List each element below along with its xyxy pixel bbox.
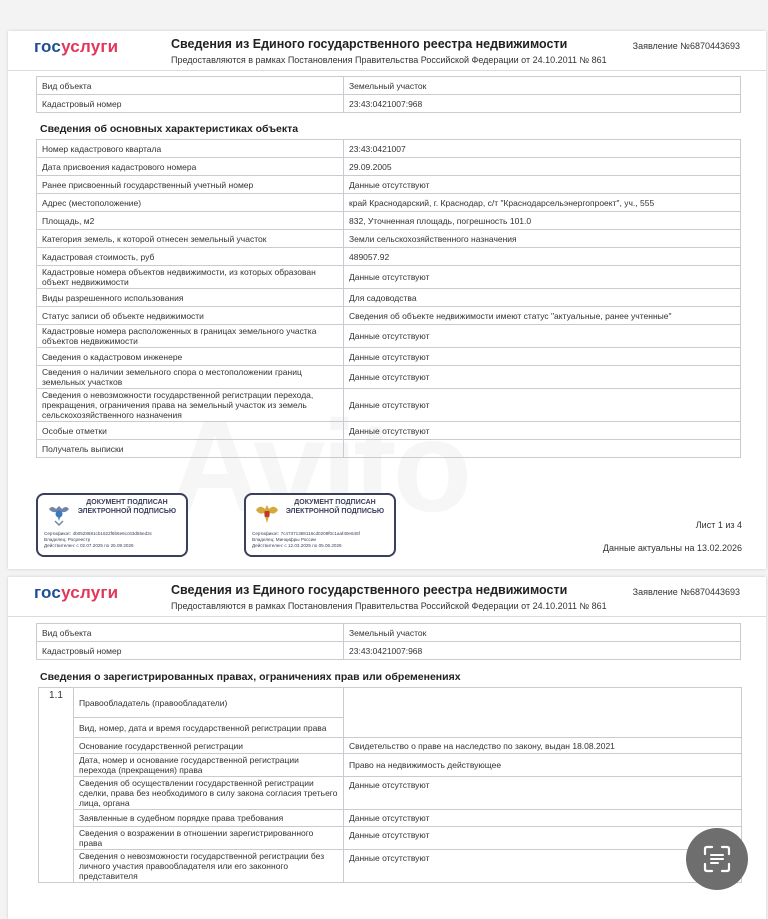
page-header: [8, 31, 766, 71]
table-row: Категория земель, к которой отнесен земельный участок Земли сельскохозяйственного назначения: [37, 230, 741, 248]
document-subtitle: Предоставляются в рамках Постановления Правительства Российской Федерации от 24.10.2011 № 861: [171, 55, 607, 65]
section-title: Сведения об основных характеристиках объекта: [40, 123, 299, 135]
table-row: Сведения о возражении в отношении зарегистрированного права Данные отсутствуют: [39, 827, 742, 850]
table-row: Кадастровые номера расположенных в границах земельного участка объектов недвижимости Данные отсутствуют: [37, 325, 741, 348]
application-number: Заявление №6870443693: [632, 587, 740, 597]
table-row: Кадастровый номер 23:43:0421007:968: [37, 95, 741, 113]
document-page-2: [8, 577, 766, 919]
table-row: Статус записи об объекте недвижимости Сведения об объекте недвижимости имеют статус "актуальные, ранее учтенные": [37, 307, 741, 325]
table-row: Ранее присвоенный государственный учетный номер Данные отсутствуют: [37, 176, 741, 194]
table-row: Адрес (местоположение) край Краснодарский, г. Краснодар, с/т "Краснодарсельэнергопроект", уч., 555: [37, 194, 741, 212]
document-subtitle: Предоставляются в рамках Постановления Правительства Российской Федерации от 24.10.2011 № 861: [171, 601, 607, 611]
table-row: Кадастровые номера объектов недвижимости, из которых образован объект недвижимости Данные отсутствуют: [37, 266, 741, 289]
document-title: Сведения из Единого государственного реестра недвижимости: [171, 37, 568, 51]
table-row: Сведения о невозможности государственной регистрации без личного участия правообладателя или его законного представителя Данные отсутствуют: [39, 850, 742, 883]
data-actual-date: Данные актуальны на 13.02.2026: [602, 543, 742, 553]
table-row: Вид, номер, дата и время государственной регистрации права: [39, 718, 742, 738]
application-number: Заявление №6870443693: [632, 41, 740, 51]
table-row: Кадастровый номер 23:43:0421007:968: [37, 642, 741, 660]
gosuslugi-logo: госуслуги: [34, 583, 119, 602]
page-header: [8, 577, 766, 617]
gosuslugi-logo: госуслуги: [34, 37, 119, 56]
table-row: Площадь, м2 832, Уточненная площадь, погрешность 101.0: [37, 212, 741, 230]
table-row: Кадастровая стоимость, руб 489057.92: [37, 248, 741, 266]
text-scan-button[interactable]: [686, 828, 748, 890]
table-row: Дата присвоения кадастрового номера 29.09.2005: [37, 158, 741, 176]
russia-coat-of-arms-icon: [254, 501, 280, 527]
object-table: [36, 76, 741, 113]
table-row: Сведения о наличии земельного спора о местоположении границ земельных участков Данные отсутствуют: [37, 366, 741, 389]
sheet-number: Лист 1 из 4: [695, 520, 742, 530]
table-row: Дата, номер и основание государственной регистрации перехода (прекращения) права Право на недвижимость действующее: [39, 754, 742, 777]
table-row: Сведения об осуществлении государственной регистрации сделки, права без необходимого в силу закона согласия третьего лица, органа Данные отсутствуют: [39, 777, 742, 810]
table-row: Получатель выписки: [37, 440, 741, 458]
signature-stamp-mintsifry: ДОКУМЕНТ ПОДПИСАН ЭЛЕКТРОННОЙ ПОДПИСЬЮ Сертификат: 7c47371368116cd0209f0c1aaf40e645f Владелец: Минцифры России Действителен: с 12.03.2025 по 05.06.2026: [244, 493, 396, 557]
table-row: Основание государственной регистрации Свидетельство о праве на наследство по закону, выдан 18.08.2021: [39, 738, 742, 754]
table-row: Номер кадастрового квартала 23:43:0421007: [37, 140, 741, 158]
document-page-1: [8, 31, 766, 569]
table-row: 1.1 Правообладатель (правообладатели): [39, 688, 742, 718]
signature-stamp-rosreestr: ДОКУМЕНТ ПОДПИСАН ЭЛЕКТРОННОЙ ПОДПИСЬЮ Сертификат: 4b0528681cb1622f6b6e6cc63d55ed3c Владелец: Росреестр Действителен: с 02.07.2025 по 25.09.2026: [36, 493, 188, 557]
table-row: Сведения о кадастровом инженере Данные отсутствуют: [37, 348, 741, 366]
rights-table: [38, 687, 742, 883]
characteristics-table: [36, 139, 741, 458]
document-title: Сведения из Единого государственного реестра недвижимости: [171, 583, 568, 597]
entry-number: 1.1: [39, 688, 74, 883]
section-title: Сведения о зарегистрированных правах, ограничениях прав или обременениях: [40, 671, 461, 683]
table-row: Вид объекта Земельный участок: [37, 624, 741, 642]
object-table: [36, 623, 741, 660]
rosreestr-emblem-icon: [46, 501, 72, 527]
table-row: Вид объекта Земельный участок: [37, 77, 741, 95]
table-row: Сведения о невозможности государственной регистрации перехода, прекращения, ограничения права на земельный участок из земель сельскохозяйственного назначения Данные отсутствуют: [37, 389, 741, 422]
table-row: Заявленные в судебном порядке права требования Данные отсутствуют: [39, 810, 742, 827]
table-row: Особые отметки Данные отсутствуют: [37, 422, 741, 440]
text-scan-icon: [702, 844, 732, 874]
table-row: Виды разрешенного использования Для садоводства: [37, 289, 741, 307]
